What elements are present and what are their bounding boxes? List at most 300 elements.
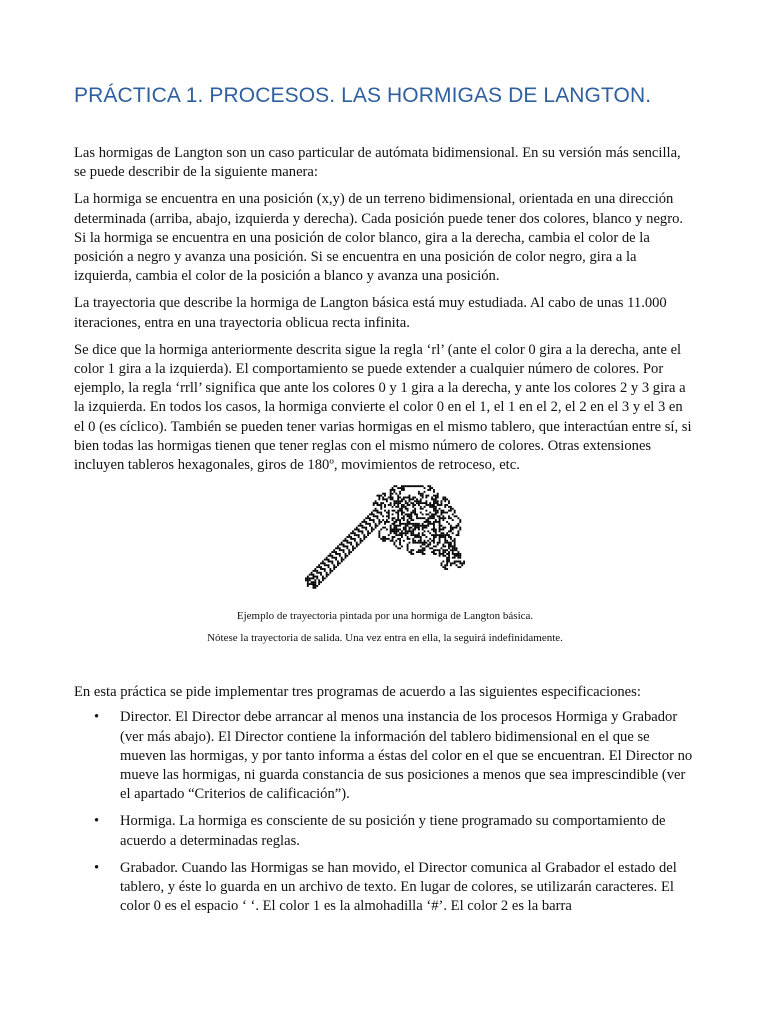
ant-cell <box>435 514 437 516</box>
ant-cell <box>369 523 371 525</box>
ant-cell <box>422 523 424 525</box>
ant-cell <box>348 534 350 536</box>
ant-cell <box>444 536 446 538</box>
ant-cell <box>390 531 392 533</box>
ant-cell <box>457 517 459 519</box>
ant-cell <box>439 525 441 527</box>
ant-cell <box>461 563 463 565</box>
ant-cell <box>450 546 452 548</box>
ant-cell <box>343 546 345 548</box>
ant-cell <box>424 553 426 555</box>
ant-cell <box>331 561 333 563</box>
ant-cell <box>427 523 429 525</box>
page-title: PRÁCTICA 1. PROCESOS. LAS HORMIGAS DE LANGTON. <box>74 84 652 107</box>
ant-cell <box>352 533 354 535</box>
ant-cell <box>326 557 328 559</box>
ant-cell <box>356 529 358 531</box>
ant-cell <box>380 514 382 516</box>
ant-cell <box>457 557 459 559</box>
ant-cell <box>433 531 435 533</box>
ant-cell <box>314 581 316 583</box>
ant-cell <box>452 540 454 542</box>
ant-cell <box>433 551 435 553</box>
ant-cell <box>320 572 322 574</box>
ant-cell <box>446 557 448 559</box>
ant-cell <box>392 487 394 489</box>
ant-cell <box>412 529 414 531</box>
ant-cell <box>333 566 335 568</box>
ant-cell <box>395 521 397 523</box>
ant-cell <box>435 534 437 536</box>
ant-cell <box>343 540 345 542</box>
ant-cell <box>399 538 401 540</box>
ant-cell <box>410 502 412 504</box>
ant-cell <box>384 527 386 529</box>
ant-cell <box>314 570 316 572</box>
ant-cell <box>439 517 441 519</box>
ant-cell <box>454 527 456 529</box>
ant-cell <box>448 546 450 548</box>
ant-cell <box>433 491 435 493</box>
ant-cell <box>442 549 444 551</box>
ant-cell <box>356 534 358 536</box>
ant-cell <box>307 580 309 582</box>
ant-cell <box>457 534 459 536</box>
ant-cell <box>450 542 452 544</box>
ant-cell <box>410 519 412 521</box>
ant-cell <box>444 499 446 501</box>
figure-caption-line2: Nótese la trayectoria de salida. Una vez entra en ella, la seguirá indefinidamente. <box>207 632 563 645</box>
ant-cell <box>395 493 397 495</box>
ant-cell <box>418 517 420 519</box>
ant-cell <box>454 538 456 540</box>
ant-cell <box>397 497 399 499</box>
ant-cell <box>407 523 409 525</box>
ant-cell <box>418 523 420 525</box>
ant-cell <box>437 510 439 512</box>
ant-cell <box>450 527 452 529</box>
ant-cell <box>435 510 437 512</box>
list-item-text: Hormiga. La hormiga es consciente de su posición y tiene programado su comportamiento de acuerdo a determinadas reglas. <box>120 813 666 849</box>
ant-cell <box>420 495 422 497</box>
ant-cell <box>427 517 429 519</box>
ant-cell <box>386 519 388 521</box>
ant-cell <box>393 529 395 531</box>
ant-cell <box>395 512 397 514</box>
ant-cell <box>416 517 418 519</box>
ant-cell <box>405 501 407 503</box>
ant-cell <box>420 508 422 510</box>
ant-cell <box>378 531 380 533</box>
ant-cell <box>435 499 437 501</box>
ant-cell <box>422 533 424 535</box>
ant-cell <box>397 504 399 506</box>
ant-cell <box>405 534 407 536</box>
ant-cell <box>407 502 409 504</box>
ant-cell <box>435 531 437 533</box>
ant-cell <box>444 565 446 567</box>
ant-cell <box>456 516 458 518</box>
bullet-marker: • <box>94 859 100 876</box>
ant-cell <box>414 540 416 542</box>
ant-cell <box>369 533 371 535</box>
ant-cell <box>439 553 441 555</box>
ant-cell <box>403 529 405 531</box>
ant-cell <box>350 551 352 553</box>
ant-cell <box>433 508 435 510</box>
ant-cell <box>341 544 343 546</box>
ant-cell <box>414 527 416 529</box>
ant-cell <box>326 576 328 578</box>
ant-cell <box>388 534 390 536</box>
ant-cell <box>420 525 422 527</box>
ant-cell <box>395 502 397 504</box>
ant-cell <box>429 512 431 514</box>
ant-cell <box>373 510 375 512</box>
ant-cell <box>452 557 454 559</box>
ant-cell <box>339 563 341 565</box>
ant-cell <box>412 510 414 512</box>
ant-cell <box>405 525 407 527</box>
list-item-grabador <box>74 859 696 917</box>
ant-cell <box>311 574 313 576</box>
ant-cell <box>377 516 379 518</box>
ant-cell <box>354 533 356 535</box>
ant-cell <box>414 542 416 544</box>
ant-cell <box>403 516 405 518</box>
ant-cell <box>444 501 446 503</box>
ant-cell <box>412 499 414 501</box>
ant-cell <box>324 568 326 570</box>
ant-cell <box>329 570 331 572</box>
ant-cell <box>346 555 348 557</box>
ant-cell <box>341 561 343 563</box>
ant-cell <box>399 542 401 544</box>
ant-cell <box>392 538 394 540</box>
ant-cell <box>452 551 454 553</box>
ant-cell <box>439 529 441 531</box>
ant-cell <box>412 533 414 535</box>
ant-cell <box>424 549 426 551</box>
ant-cell <box>442 561 444 563</box>
ant-cell <box>407 525 409 527</box>
ant-cell <box>433 534 435 536</box>
ant-cell <box>441 510 443 512</box>
ant-cell <box>328 566 330 568</box>
ant-cell <box>437 497 439 499</box>
ant-cell <box>446 549 448 551</box>
ant-cell <box>407 548 409 550</box>
ant-cell <box>446 565 448 567</box>
ant-cell <box>442 512 444 514</box>
ant-cell <box>395 519 397 521</box>
ant-cell <box>441 553 443 555</box>
ant-cell <box>307 585 309 587</box>
ant-cell <box>425 502 427 504</box>
ant-cell <box>318 580 320 582</box>
ant-cell <box>333 557 335 559</box>
ant-cell <box>328 555 330 557</box>
ant-cell <box>378 523 380 525</box>
ant-cell <box>429 502 431 504</box>
ant-cell <box>412 523 414 525</box>
ant-cell <box>424 542 426 544</box>
ant-cell <box>433 504 435 506</box>
ant-cell <box>439 531 441 533</box>
ant-cell <box>410 549 412 551</box>
ant-cell <box>358 531 360 533</box>
ant-cell <box>405 531 407 533</box>
ant-cell <box>346 542 348 544</box>
ant-cell <box>437 504 439 506</box>
paragraph-intro: Las hormigas de Langton son un caso particular de autómata bidimensional. En su versión más sencilla, se puede describir de la siguiente manera: <box>74 145 681 181</box>
ant-cell <box>403 489 405 491</box>
paragraph-extensions: Se dice que la hormiga anteriormente descrita sigue la regla ‘rl’ (ante el color 0 gira a la derecha, ante el color 1 gira a la izquierda). El comportamiento se puede extender a cualquier número de colores. Por ejemplo, la regla ‘rrll’ significa que ante los colores 0 y 1 gira a la derecha, y ante los colores 2 y 3 gira a la izquierda. En todos los casos, la hormiga convierte el color 0 en el 1, el 1 en el 2, el 2 en el 3 y el 3 en el 0 (es cíclico). También se pueden tener varias hormigas en el mismo tablero, que interactúan entre sí, si bien todas las hormigas tienen que tener reglas con el mismo número de colores. Otras extensiones incluyen tableros hexagonales, giros de 180º, movimientos de retroceso, etc. <box>74 341 692 474</box>
ant-cell <box>403 506 405 508</box>
ant-cell <box>431 487 433 489</box>
ant-cell <box>459 561 461 563</box>
ant-cell <box>388 538 390 540</box>
ant-cell <box>422 544 424 546</box>
ant-cell <box>348 536 350 538</box>
ant-cell <box>399 540 401 542</box>
ant-cell <box>392 529 394 531</box>
ant-cell <box>397 531 399 533</box>
ant-cell <box>441 517 443 519</box>
ant-cell <box>412 512 414 514</box>
ant-cell <box>422 529 424 531</box>
ant-cell <box>431 504 433 506</box>
ant-cell <box>401 517 403 519</box>
ant-cell <box>446 559 448 561</box>
ant-cell <box>375 501 377 503</box>
ant-cell <box>441 563 443 565</box>
ant-cell <box>418 502 420 504</box>
ant-cell <box>439 534 441 536</box>
ant-cell <box>350 542 352 544</box>
ant-cell <box>427 544 429 546</box>
ant-cell <box>335 559 337 561</box>
ant-cell <box>441 502 443 504</box>
ant-cell <box>437 534 439 536</box>
ant-cell <box>431 548 433 550</box>
ant-cell <box>429 485 431 487</box>
ant-cell <box>318 572 320 574</box>
ant-cell <box>399 548 401 550</box>
ant-cell <box>420 540 422 542</box>
ant-cell <box>390 493 392 495</box>
ant-cell <box>425 536 427 538</box>
ant-cell <box>405 485 407 487</box>
ant-cell <box>446 512 448 514</box>
ant-cell <box>459 557 461 559</box>
ant-cell <box>363 521 365 523</box>
ant-cell <box>393 510 395 512</box>
list-item-hormiga <box>74 812 696 850</box>
ant-cell <box>454 555 456 557</box>
ant-cell <box>444 555 446 557</box>
ant-cell <box>401 523 403 525</box>
ant-cell <box>422 485 424 487</box>
ant-cell <box>392 493 394 495</box>
ant-cell <box>442 527 444 529</box>
ant-cell <box>414 501 416 503</box>
ant-cell <box>403 512 405 514</box>
ant-cell <box>441 533 443 535</box>
ant-cell <box>401 504 403 506</box>
ant-cell <box>416 527 418 529</box>
ant-cell <box>418 549 420 551</box>
ant-cell <box>378 512 380 514</box>
ant-cell <box>448 557 450 559</box>
ant-cell <box>429 517 431 519</box>
ant-cell <box>322 580 324 582</box>
ant-cell <box>407 536 409 538</box>
ant-cell <box>401 536 403 538</box>
ant-cell <box>403 485 405 487</box>
ant-cell <box>435 536 437 538</box>
ant-cell <box>377 525 379 527</box>
ant-cell <box>384 495 386 497</box>
ant-cell <box>403 540 405 542</box>
ant-cell <box>418 540 420 542</box>
ant-cell <box>384 536 386 538</box>
ant-cell <box>459 553 461 555</box>
ant-cell <box>420 501 422 503</box>
ant-cell <box>341 542 343 544</box>
ant-cell <box>442 517 444 519</box>
ant-cell <box>412 538 414 540</box>
ant-cell <box>371 531 373 533</box>
ant-cell <box>424 540 426 542</box>
ant-cell <box>382 499 384 501</box>
ant-cell <box>375 510 377 512</box>
ant-cell <box>393 542 395 544</box>
ant-cell <box>328 574 330 576</box>
ant-cell <box>399 529 401 531</box>
ant-cell <box>414 525 416 527</box>
ant-cell <box>407 516 409 518</box>
ant-cell <box>377 510 379 512</box>
ant-cell <box>354 534 356 536</box>
ant-cell <box>339 548 341 550</box>
ant-cell <box>427 546 429 548</box>
ant-cell <box>397 516 399 518</box>
ant-cell <box>407 549 409 551</box>
ant-cell <box>416 499 418 501</box>
ant-cell <box>324 578 326 580</box>
ant-cell <box>386 538 388 540</box>
ant-cell <box>329 553 331 555</box>
ant-cell <box>425 527 427 529</box>
ant-cell <box>339 553 341 555</box>
ant-cell <box>345 553 347 555</box>
ant-cell <box>399 510 401 512</box>
ant-cell <box>392 540 394 542</box>
ant-cell <box>405 533 407 535</box>
ant-cell <box>420 517 422 519</box>
figure-caption-line1: Ejemplo de trayectoria pintada por una hormiga de Langton básica. <box>236 610 534 623</box>
ant-cell <box>410 551 412 553</box>
ant-cell <box>313 574 315 576</box>
ant-cell <box>397 525 399 527</box>
ant-cell <box>329 568 331 570</box>
ant-cell <box>446 540 448 542</box>
ant-cell <box>429 533 431 535</box>
ant-cell <box>363 519 365 521</box>
ant-cell <box>316 566 318 568</box>
ant-cell <box>393 501 395 503</box>
ant-cell <box>329 561 331 563</box>
ant-cell <box>401 489 403 491</box>
ant-cell <box>433 525 435 527</box>
ant-cell <box>410 499 412 501</box>
ant-cell <box>448 523 450 525</box>
ant-cell <box>452 546 454 548</box>
ant-cell <box>369 519 371 521</box>
ant-cell <box>346 540 348 542</box>
ant-cell <box>435 501 437 503</box>
ant-cell <box>380 521 382 523</box>
ant-cell <box>392 497 394 499</box>
ant-cell <box>420 542 422 544</box>
ant-cell <box>439 540 441 542</box>
ant-cell <box>403 487 405 489</box>
ant-cell <box>409 527 411 529</box>
ant-cell <box>314 576 316 578</box>
ant-cell <box>378 533 380 535</box>
ant-cell <box>442 534 444 536</box>
ant-cell <box>433 542 435 544</box>
ant-cell <box>433 506 435 508</box>
ant-cell <box>405 506 407 508</box>
ant-cell <box>397 506 399 508</box>
ant-cell <box>399 525 401 527</box>
ant-cell <box>457 551 459 553</box>
ant-cell <box>410 523 412 525</box>
ant-cell <box>309 574 311 576</box>
ant-cell <box>410 516 412 518</box>
ant-cell <box>403 517 405 519</box>
ant-cell <box>457 531 459 533</box>
ant-cell <box>450 525 452 527</box>
ant-cell <box>365 523 367 525</box>
ant-cell <box>420 551 422 553</box>
ant-cell <box>322 568 324 570</box>
ant-cell <box>322 576 324 578</box>
ant-cell <box>437 544 439 546</box>
ant-cell <box>382 519 384 521</box>
ant-cell <box>431 534 433 536</box>
ant-cell <box>305 580 307 582</box>
ant-cell <box>341 557 343 559</box>
ant-cell <box>345 540 347 542</box>
ant-cell <box>425 495 427 497</box>
ant-cell <box>314 568 316 570</box>
ant-cell <box>335 551 337 553</box>
ant-cell <box>456 548 458 550</box>
ant-cell <box>416 523 418 525</box>
ant-cell <box>437 516 439 518</box>
ant-cell <box>403 497 405 499</box>
ant-cell <box>371 512 373 514</box>
ant-cell <box>401 514 403 516</box>
ant-cell <box>373 514 375 516</box>
ant-cell <box>384 504 386 506</box>
ant-cell <box>360 540 362 542</box>
ant-cell <box>450 529 452 531</box>
ant-cell <box>337 546 339 548</box>
